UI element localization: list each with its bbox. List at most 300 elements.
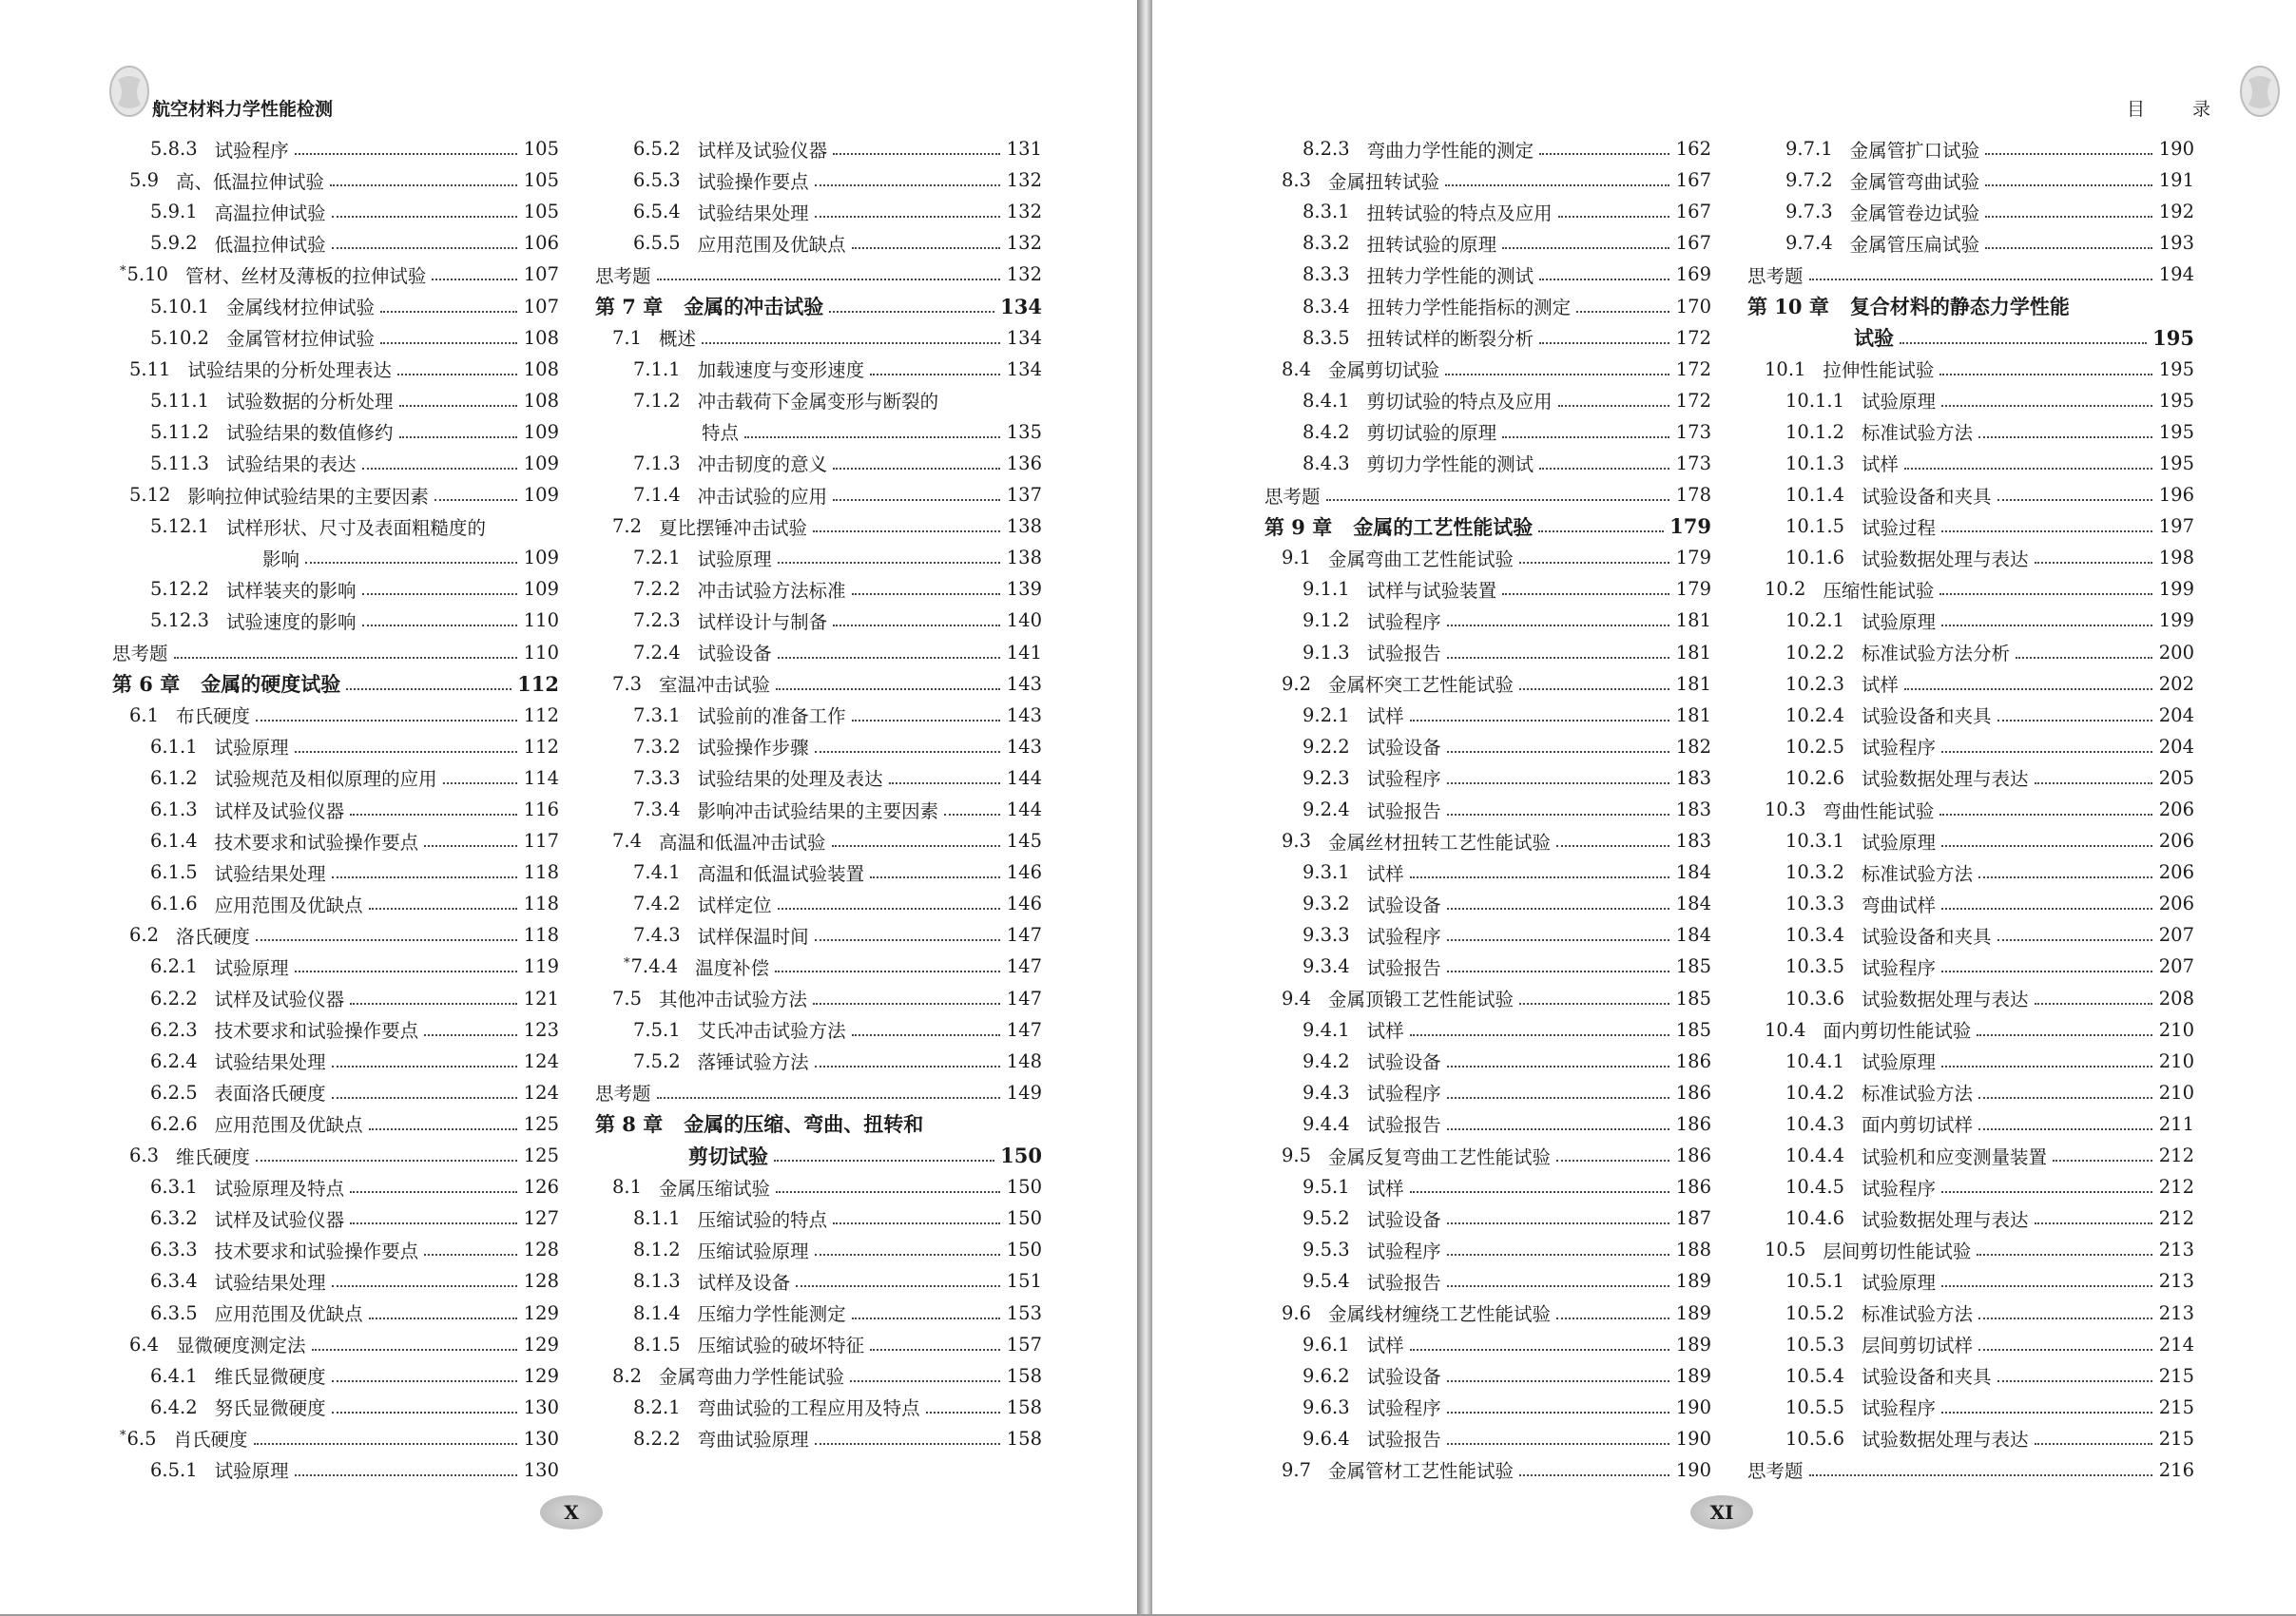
toc-entry[interactable] xyxy=(595,605,1042,636)
toc-entry[interactable] xyxy=(1747,1454,2194,1486)
toc-entry[interactable] xyxy=(595,1077,1042,1108)
toc-page-number: 137 xyxy=(1006,484,1042,507)
toc-entry[interactable] xyxy=(112,1392,559,1423)
dot-leader xyxy=(1556,1317,1669,1319)
dot-leader xyxy=(944,405,1000,406)
dot-leader xyxy=(1809,1473,2152,1476)
toc-section-title: 试验结果处理 xyxy=(214,1271,326,1294)
toc-entry[interactable] xyxy=(1264,1140,1711,1171)
toc-entry[interactable] xyxy=(1747,510,2194,542)
toc-page-number: 143 xyxy=(1006,672,1042,695)
toc-page-number: 199 xyxy=(2158,609,2194,632)
toc-section-title: 试验原理 xyxy=(1862,610,1937,633)
toc-section-number: 第 9 章 xyxy=(1264,514,1333,539)
toc-section-title: 试样及设备 xyxy=(697,1271,791,1294)
toc-page-number: 179 xyxy=(1669,514,1711,539)
toc-section-number: 9.4.1 xyxy=(1302,1018,1350,1041)
toc-entry[interactable] xyxy=(1264,1423,1711,1454)
toc-entry[interactable] xyxy=(595,1297,1042,1328)
toc-entry[interactable] xyxy=(1747,919,2194,951)
dot-leader xyxy=(332,246,517,249)
toc-entry[interactable] xyxy=(595,1046,1042,1077)
toc-page-number: 189 xyxy=(1675,1301,1711,1324)
toc-section-title: 扭转试样的断裂分析 xyxy=(1366,328,1534,351)
toc-page-number: 105 xyxy=(523,138,559,161)
toc-entry[interactable] xyxy=(112,322,559,354)
toc-page-number: 199 xyxy=(2158,578,2194,601)
toc-section-title: 试验结果的数值修约 xyxy=(226,422,394,445)
toc-entry[interactable] xyxy=(595,1171,1042,1202)
toc-entry[interactable] xyxy=(1264,290,1711,321)
toc-section-number: 10.2 xyxy=(1765,578,1806,601)
toc-page-number: 114 xyxy=(523,766,559,789)
toc-entry[interactable] xyxy=(595,227,1042,259)
toc-entry[interactable] xyxy=(112,259,559,290)
toc-section-number: 10.1 xyxy=(1765,357,1806,380)
toc-page-number: 206 xyxy=(2158,861,2194,884)
toc-entry[interactable] xyxy=(595,164,1042,196)
toc-section-title: 布氏硬度 xyxy=(176,705,251,728)
toc-entry[interactable] xyxy=(595,1360,1042,1392)
toc-entry[interactable] xyxy=(1264,700,1711,731)
toc-entry[interactable] xyxy=(1747,164,2194,196)
toc-page-number: 124 xyxy=(523,1049,559,1072)
toc-entry[interactable] xyxy=(1747,1108,2194,1140)
toc-entry[interactable] xyxy=(112,983,559,1014)
toc-entry[interactable] xyxy=(1264,731,1711,762)
toc-entry[interactable] xyxy=(1747,573,2194,605)
toc-section-number: 5.11 xyxy=(129,357,171,380)
toc-entry[interactable] xyxy=(595,825,1042,856)
toc-chapter-entry[interactable] xyxy=(595,290,1042,321)
toc-entry[interactable] xyxy=(112,479,559,510)
toc-page-number: 117 xyxy=(523,830,559,853)
toc-entry[interactable] xyxy=(595,1265,1042,1297)
toc-entry[interactable] xyxy=(112,1171,559,1202)
toc-section-number: 10.1.4 xyxy=(1785,484,1845,507)
toc-section-title: 试验程序 xyxy=(1366,768,1441,791)
toc-entry[interactable] xyxy=(112,1265,559,1297)
toc-entry[interactable] xyxy=(1264,888,1711,919)
toc-section-title: 层间剪切试样 xyxy=(1862,1335,1974,1357)
running-header-title: 目 录 xyxy=(2126,99,2231,120)
toc-entry[interactable] xyxy=(1747,1014,2194,1046)
toc-entry[interactable] xyxy=(1747,416,2194,448)
right-page xyxy=(1152,0,2296,1616)
toc-entry[interactable] xyxy=(1747,1297,2194,1328)
toc-entry[interactable] xyxy=(1747,983,2194,1014)
toc-entry[interactable] xyxy=(1264,1202,1711,1234)
toc-entry[interactable] xyxy=(112,573,559,605)
toc-entry[interactable] xyxy=(1264,637,1711,668)
toc-entry[interactable] xyxy=(1264,605,1711,636)
toc-entry[interactable] xyxy=(595,888,1042,919)
toc-entry[interactable] xyxy=(595,1392,1042,1423)
toc-chapter-entry[interactable] xyxy=(112,668,559,700)
toc-entry[interactable] xyxy=(595,573,1042,605)
toc-section-number: 第 6 章 xyxy=(112,672,181,697)
toc-entry[interactable] xyxy=(1264,416,1711,448)
toc-entry[interactable] xyxy=(1747,1046,2194,1077)
toc-entry[interactable] xyxy=(595,133,1042,164)
dot-leader xyxy=(2035,1222,2152,1224)
toc-page-number: 118 xyxy=(523,861,559,884)
toc-entry[interactable] xyxy=(595,510,1042,542)
toc-entry[interactable] xyxy=(595,322,1042,354)
toc-entry[interactable] xyxy=(595,448,1042,479)
dot-leader xyxy=(2035,1442,2152,1445)
dot-leader xyxy=(1941,624,2152,626)
toc-page-number: 148 xyxy=(1006,1049,1042,1072)
toc-chapter-entry[interactable] xyxy=(1747,290,2194,321)
toc-entry[interactable] xyxy=(1747,385,2194,416)
toc-entry[interactable] xyxy=(112,825,559,856)
publisher-logo-icon xyxy=(105,63,154,120)
toc-page-number: 184 xyxy=(1675,893,1711,915)
toc-section-number: 9.3 xyxy=(1282,830,1312,853)
toc-entry[interactable] xyxy=(112,354,559,385)
toc-entry[interactable] xyxy=(1747,1171,2194,1202)
toc-entry[interactable] xyxy=(1264,133,1711,164)
dot-leader xyxy=(1326,498,1669,501)
toc-entry[interactable] xyxy=(112,1454,559,1486)
toc-entry[interactable] xyxy=(595,385,1042,416)
toc-entry[interactable] xyxy=(1264,794,1711,825)
dot-leader xyxy=(1941,970,2152,972)
toc-entry[interactable] xyxy=(1747,354,2194,385)
toc-section-number: 10.5.1 xyxy=(1785,1270,1845,1293)
toc-entry[interactable] xyxy=(1264,1297,1711,1328)
toc-entry[interactable] xyxy=(595,1329,1042,1360)
toc-entry[interactable] xyxy=(1264,573,1711,605)
dot-leader xyxy=(1502,592,1669,595)
toc-section-title: 试验数据处理与表达 xyxy=(1862,989,2029,1011)
toc-section-title: 夏比摆锤冲击试验 xyxy=(659,516,808,539)
toc-section-number: 9.7.3 xyxy=(1785,201,1833,223)
toc-section-number: 10.4 xyxy=(1765,1018,1806,1041)
toc-entry[interactable] xyxy=(1264,951,1711,982)
toc-entry[interactable] xyxy=(1264,227,1711,259)
toc-page-number: 125 xyxy=(523,1112,559,1135)
toc-section-title: 洛氏硬度 xyxy=(176,925,251,948)
toc-section-number: 6.2.6 xyxy=(150,1112,198,1135)
toc-entry[interactable] xyxy=(112,1014,559,1046)
toc-entry[interactable] xyxy=(1747,196,2194,227)
dot-leader xyxy=(1447,1253,1669,1256)
toc-entry[interactable] xyxy=(595,700,1042,731)
dot-leader xyxy=(362,592,517,595)
toc-entry[interactable] xyxy=(112,1234,559,1265)
toc-entry[interactable] xyxy=(1747,1265,2194,1297)
toc-section-title: 技术要求和试验操作要点 xyxy=(214,1240,419,1262)
dot-leader xyxy=(1539,152,1669,155)
toc-section-number: 8.1.3 xyxy=(633,1270,681,1293)
dot-leader xyxy=(2035,1002,2152,1005)
toc-entry[interactable] xyxy=(1264,825,1711,856)
toc-entry[interactable] xyxy=(1747,794,2194,825)
toc-page-number: 135 xyxy=(1006,420,1042,443)
toc-entry[interactable] xyxy=(1264,856,1711,888)
toc-page-number: 132 xyxy=(1006,201,1042,223)
toc-entry[interactable] xyxy=(595,354,1042,385)
toc-page-number: 212 xyxy=(2158,1176,2194,1199)
toc-section-number: 8.3 xyxy=(1282,169,1312,192)
toc-entry[interactable] xyxy=(112,1077,559,1108)
toc-entry[interactable] xyxy=(112,794,559,825)
toc-entry[interactable] xyxy=(1747,1329,2194,1360)
toc-page-number: 136 xyxy=(1006,452,1042,474)
toc-page-number: 211 xyxy=(2158,1112,2194,1135)
toc-entry[interactable] xyxy=(595,1014,1042,1046)
toc-entry[interactable] xyxy=(1747,1234,2194,1265)
toc-page-number: 144 xyxy=(1006,766,1042,789)
toc-section-number: 10.1.3 xyxy=(1785,452,1845,474)
toc-entry[interactable] xyxy=(595,637,1042,668)
toc-page-number: 216 xyxy=(2158,1458,2194,1481)
toc-entry[interactable] xyxy=(1747,856,2194,888)
toc-entry[interactable] xyxy=(595,1234,1042,1265)
toc-section-number: 9.4.2 xyxy=(1302,1049,1350,1072)
toc-entry[interactable] xyxy=(595,479,1042,510)
toc-entry[interactable] xyxy=(1747,227,2194,259)
toc-entry[interactable] xyxy=(1747,1392,2194,1423)
toc-section-title: 试验程序 xyxy=(1862,1177,1937,1200)
toc-page-number: 123 xyxy=(523,1018,559,1041)
toc-entry[interactable] xyxy=(112,951,559,982)
toc-entry[interactable] xyxy=(112,164,559,196)
toc-entry[interactable] xyxy=(112,1202,559,1234)
toc-entry[interactable] xyxy=(1747,951,2194,982)
toc-entry[interactable] xyxy=(1747,448,2194,479)
dot-leader xyxy=(174,656,517,659)
toc-section-number: 7.1 xyxy=(612,326,643,349)
toc-entry[interactable] xyxy=(112,605,559,636)
toc-page-number: 130 xyxy=(523,1427,559,1450)
toc-entry[interactable] xyxy=(1264,1077,1711,1108)
toc-entry[interactable] xyxy=(595,856,1042,888)
toc-page-number: 181 xyxy=(1675,703,1711,726)
toc-entry[interactable] xyxy=(112,133,559,164)
toc-entry[interactable] xyxy=(1747,1202,2194,1234)
toc-entry[interactable] xyxy=(1264,1265,1711,1297)
toc-entry[interactable] xyxy=(112,416,559,448)
toc-entry[interactable] xyxy=(112,1297,559,1328)
toc-entry[interactable] xyxy=(595,196,1042,227)
toc-entry[interactable] xyxy=(112,637,559,668)
toc-entry[interactable] xyxy=(1264,354,1711,385)
toc-entry[interactable] xyxy=(112,227,559,259)
toc-section-title: 试验原理 xyxy=(214,737,289,760)
toc-section-title: 试验设备 xyxy=(697,643,772,665)
toc-entry[interactable] xyxy=(112,919,559,951)
toc-entry[interactable] xyxy=(1747,259,2194,290)
toc-entry[interactable] xyxy=(1747,1077,2194,1108)
toc-section-title: 金属管弯曲试验 xyxy=(1849,170,1980,193)
toc-entry[interactable] xyxy=(595,919,1042,951)
toc-entry[interactable] xyxy=(1747,1140,2194,1171)
toc-entry[interactable] xyxy=(1264,668,1711,700)
toc-entry[interactable] xyxy=(112,888,559,919)
toc-section-title: 压缩试验的特点 xyxy=(697,1208,828,1231)
toc-page-number: 214 xyxy=(2158,1333,2194,1356)
toc-entry[interactable] xyxy=(1264,448,1711,479)
toc-section-number: 7.2 xyxy=(612,515,643,538)
toc-entry[interactable] xyxy=(595,259,1042,290)
toc-section-title: 金属顶锻工艺性能试验 xyxy=(1328,989,1515,1011)
toc-entry[interactable] xyxy=(112,700,559,731)
dot-leader xyxy=(1556,844,1669,847)
toc-entry[interactable] xyxy=(1264,542,1711,573)
toc-section-number: * 5.10 xyxy=(120,263,168,285)
toc-entry[interactable] xyxy=(1264,919,1711,951)
toc-section-number: 6.5.5 xyxy=(633,232,681,255)
toc-entry[interactable] xyxy=(595,983,1042,1014)
toc-entry[interactable] xyxy=(112,448,559,479)
toc-section-title: 金属压缩试验 xyxy=(659,1177,771,1200)
toc-entry[interactable] xyxy=(595,668,1042,700)
toc-entry[interactable] xyxy=(595,762,1042,794)
toc-entry[interactable] xyxy=(1747,825,2194,856)
toc-section-number: 9.7.4 xyxy=(1785,232,1833,255)
toc-entry[interactable] xyxy=(1747,731,2194,762)
toc-section-title: 试样 xyxy=(1862,674,1900,697)
toc-section-title: 试验程序 xyxy=(1366,1397,1441,1420)
toc-entry[interactable] xyxy=(1264,1108,1711,1140)
toc-entry[interactable] xyxy=(595,731,1042,762)
toc-entry[interactable] xyxy=(595,416,1042,448)
toc-section-number: 5.8.3 xyxy=(150,138,198,161)
toc-entry[interactable] xyxy=(1264,762,1711,794)
toc-section-title: 试验程序 xyxy=(1862,1397,1937,1420)
toc-entry[interactable] xyxy=(1264,385,1711,416)
toc-section-title: 试验前的准备工作 xyxy=(697,705,846,728)
toc-entry[interactable] xyxy=(1264,259,1711,290)
toc-section-title: 试验规范及相似原理的应用 xyxy=(214,768,437,791)
toc-section-number: 10.5.6 xyxy=(1785,1427,1845,1450)
toc-page-number: 146 xyxy=(1006,893,1042,915)
toc-entry[interactable] xyxy=(1264,1329,1711,1360)
toc-entry[interactable] xyxy=(595,542,1042,573)
toc-section-title: 思考题 xyxy=(1747,264,1804,287)
dot-leader xyxy=(1447,1284,1669,1287)
toc-section-title: 试验报告 xyxy=(1366,956,1441,979)
toc-page-number: 112 xyxy=(517,671,559,696)
toc-entry[interactable] xyxy=(1747,762,2194,794)
dot-leader xyxy=(424,844,517,847)
toc-entry[interactable] xyxy=(1264,1046,1711,1077)
toc-entry[interactable] xyxy=(1264,164,1711,196)
toc-entry[interactable] xyxy=(1747,700,2194,731)
toc-entry[interactable] xyxy=(1264,983,1711,1014)
toc-section-title: 试样设计与制备 xyxy=(697,610,828,633)
toc-section-title: 试验报告 xyxy=(1366,1114,1441,1137)
toc-entry[interactable] xyxy=(1747,479,2194,510)
toc-entry[interactable] xyxy=(112,1329,559,1360)
toc-entry[interactable] xyxy=(112,1108,559,1140)
toc-entry[interactable] xyxy=(112,856,559,888)
toc-entry[interactable] xyxy=(1264,1392,1711,1423)
toc-entry[interactable] xyxy=(1264,322,1711,354)
toc-section-number: 9.4.3 xyxy=(1302,1081,1350,1104)
toc-entry[interactable] xyxy=(1747,668,2194,700)
toc-chapter-entry[interactable] xyxy=(1264,510,1711,542)
toc-entry[interactable] xyxy=(112,1360,559,1392)
toc-section-title: 金属的工艺性能试验 xyxy=(1353,514,1534,539)
toc-section-number: 5.12 xyxy=(129,484,171,507)
toc-page-number: 116 xyxy=(523,798,559,821)
toc-section-number: 6.5.2 xyxy=(633,138,681,161)
toc-entry[interactable] xyxy=(1264,1014,1711,1046)
toc-section-number: 9.6.3 xyxy=(1302,1395,1350,1418)
toc-entry[interactable] xyxy=(112,762,559,794)
toc-entry[interactable] xyxy=(112,1423,559,1454)
dot-leader xyxy=(295,1473,517,1476)
toc-entry[interactable] xyxy=(1747,605,2194,636)
toc-page-number: 208 xyxy=(2158,987,2194,1010)
toc-entry[interactable] xyxy=(595,1423,1042,1454)
dot-leader xyxy=(1978,435,2152,438)
toc-entry[interactable] xyxy=(595,1140,1042,1171)
toc-section-number: 10.5.5 xyxy=(1785,1395,1845,1418)
toc-entry[interactable] xyxy=(1747,1360,2194,1392)
toc-entry[interactable] xyxy=(1747,542,2194,573)
toc-entry[interactable] xyxy=(1264,1171,1711,1202)
toc-entry[interactable] xyxy=(1264,1454,1711,1486)
toc-entry[interactable] xyxy=(112,542,559,573)
toc-section-number: 8.1.5 xyxy=(633,1333,681,1356)
toc-page-number: 190 xyxy=(1675,1427,1711,1450)
toc-section-title: 金属丝材扭转工艺性能试验 xyxy=(1328,831,1552,854)
toc-entry[interactable] xyxy=(1747,637,2194,668)
toc-entry[interactable] xyxy=(112,510,559,542)
toc-entry[interactable] xyxy=(1747,133,2194,164)
toc-entry[interactable] xyxy=(1747,1423,2194,1454)
toc-entry[interactable] xyxy=(595,794,1042,825)
toc-entry[interactable] xyxy=(112,1046,559,1077)
toc-section-number: 10.4.1 xyxy=(1785,1049,1845,1072)
dot-leader xyxy=(1939,813,2152,816)
toc-entry[interactable] xyxy=(112,196,559,227)
dot-leader xyxy=(813,529,1000,532)
toc-section-number: 6.3.3 xyxy=(150,1239,198,1261)
page-number-label: XI xyxy=(1690,1495,1753,1529)
toc-entry[interactable] xyxy=(1264,479,1711,510)
toc-entry[interactable] xyxy=(1747,322,2194,354)
dot-leader xyxy=(350,1002,517,1005)
toc-entry[interactable] xyxy=(112,731,559,762)
toc-page-number: 129 xyxy=(523,1364,559,1387)
toc-section-title: 压缩试验原理 xyxy=(697,1240,809,1262)
toc-entry[interactable] xyxy=(1747,888,2194,919)
toc-entry[interactable] xyxy=(112,385,559,416)
toc-entry[interactable] xyxy=(112,290,559,321)
toc-section-title: 思考题 xyxy=(1747,1460,1804,1483)
dot-leader xyxy=(1941,844,2152,847)
dot-leader xyxy=(1558,404,1669,407)
toc-chapter-entry[interactable] xyxy=(595,1108,1042,1140)
toc-entry[interactable] xyxy=(1264,1234,1711,1265)
toc-page-number: 206 xyxy=(2158,893,2194,915)
toc-entry[interactable] xyxy=(595,1202,1042,1234)
book-gutter xyxy=(1137,0,1152,1616)
toc-entry[interactable] xyxy=(595,951,1042,982)
toc-entry[interactable] xyxy=(1264,1360,1711,1392)
toc-entry[interactable] xyxy=(1264,196,1711,227)
toc-section-title: 高温和低温冲击试验 xyxy=(659,831,826,854)
toc-entry[interactable] xyxy=(112,1140,559,1171)
toc-section-title: 试验原理 xyxy=(1862,831,1937,854)
dot-leader xyxy=(492,530,517,531)
